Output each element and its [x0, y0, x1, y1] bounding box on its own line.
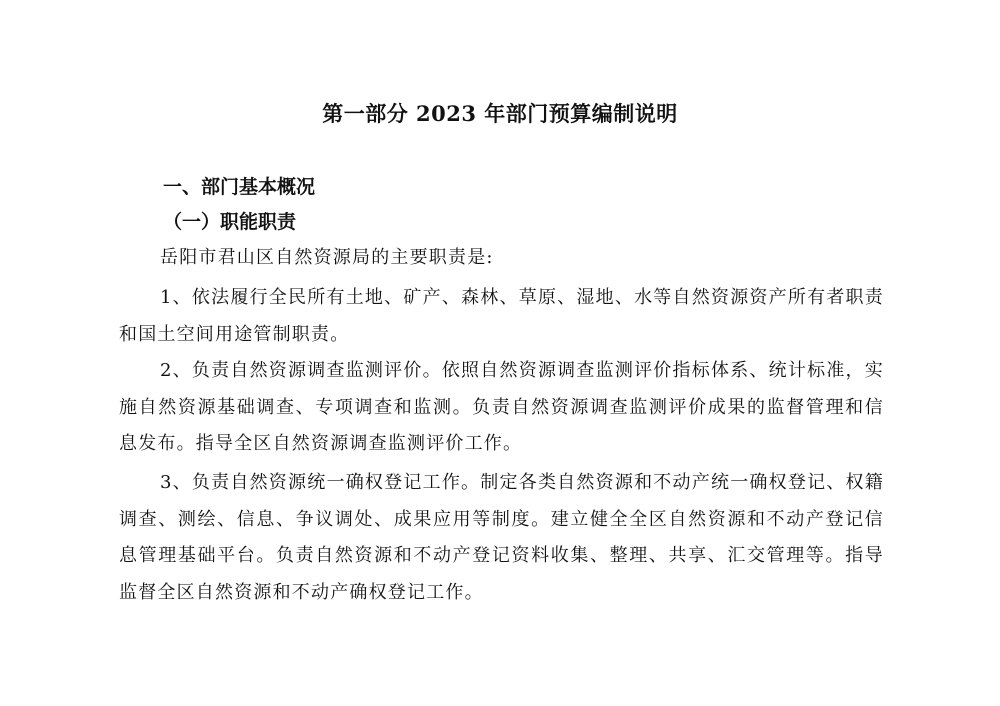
subsection-heading: （一）职能职责: [163, 211, 297, 233]
section-heading: 一、部门基本概况: [163, 176, 316, 198]
paragraph-item-2: 2、负责自然资源调查监测评价。依照自然资源调查监测评价指标体系、统计标准，实施自然资源基础调查、专项调查和监测。负责自然资源调查监测评价成果的监督管理和信息发布。指导全区自然资源调查监测评价工作。: [119, 360, 884, 454]
paragraph-item-3: 3、负责自然资源统一确权登记工作。制定各类自然资源和不动产统一确权登记、权籍调查、测绘、信息、争议调处、成果应用等制度。建立健全全区自然资源和不动产登记信息管理基础平台。负责自然资源和不动产登记资料收集、整理、共享、汇交管理等。指导监督全区自然资源和不动产确权登记工作。: [119, 472, 884, 603]
paragraph-item-1: 1、依法履行全民所有土地、矿产、森林、草原、湿地、水等自然资源资产所有者职责和国土空间用途管制职责。: [119, 287, 884, 345]
paragraph-intro: 岳阳市君山区自然资源局的主要职责是:: [160, 247, 494, 268]
page-title: 第一部分 2023 年部门预算编制说明: [322, 101, 678, 126]
